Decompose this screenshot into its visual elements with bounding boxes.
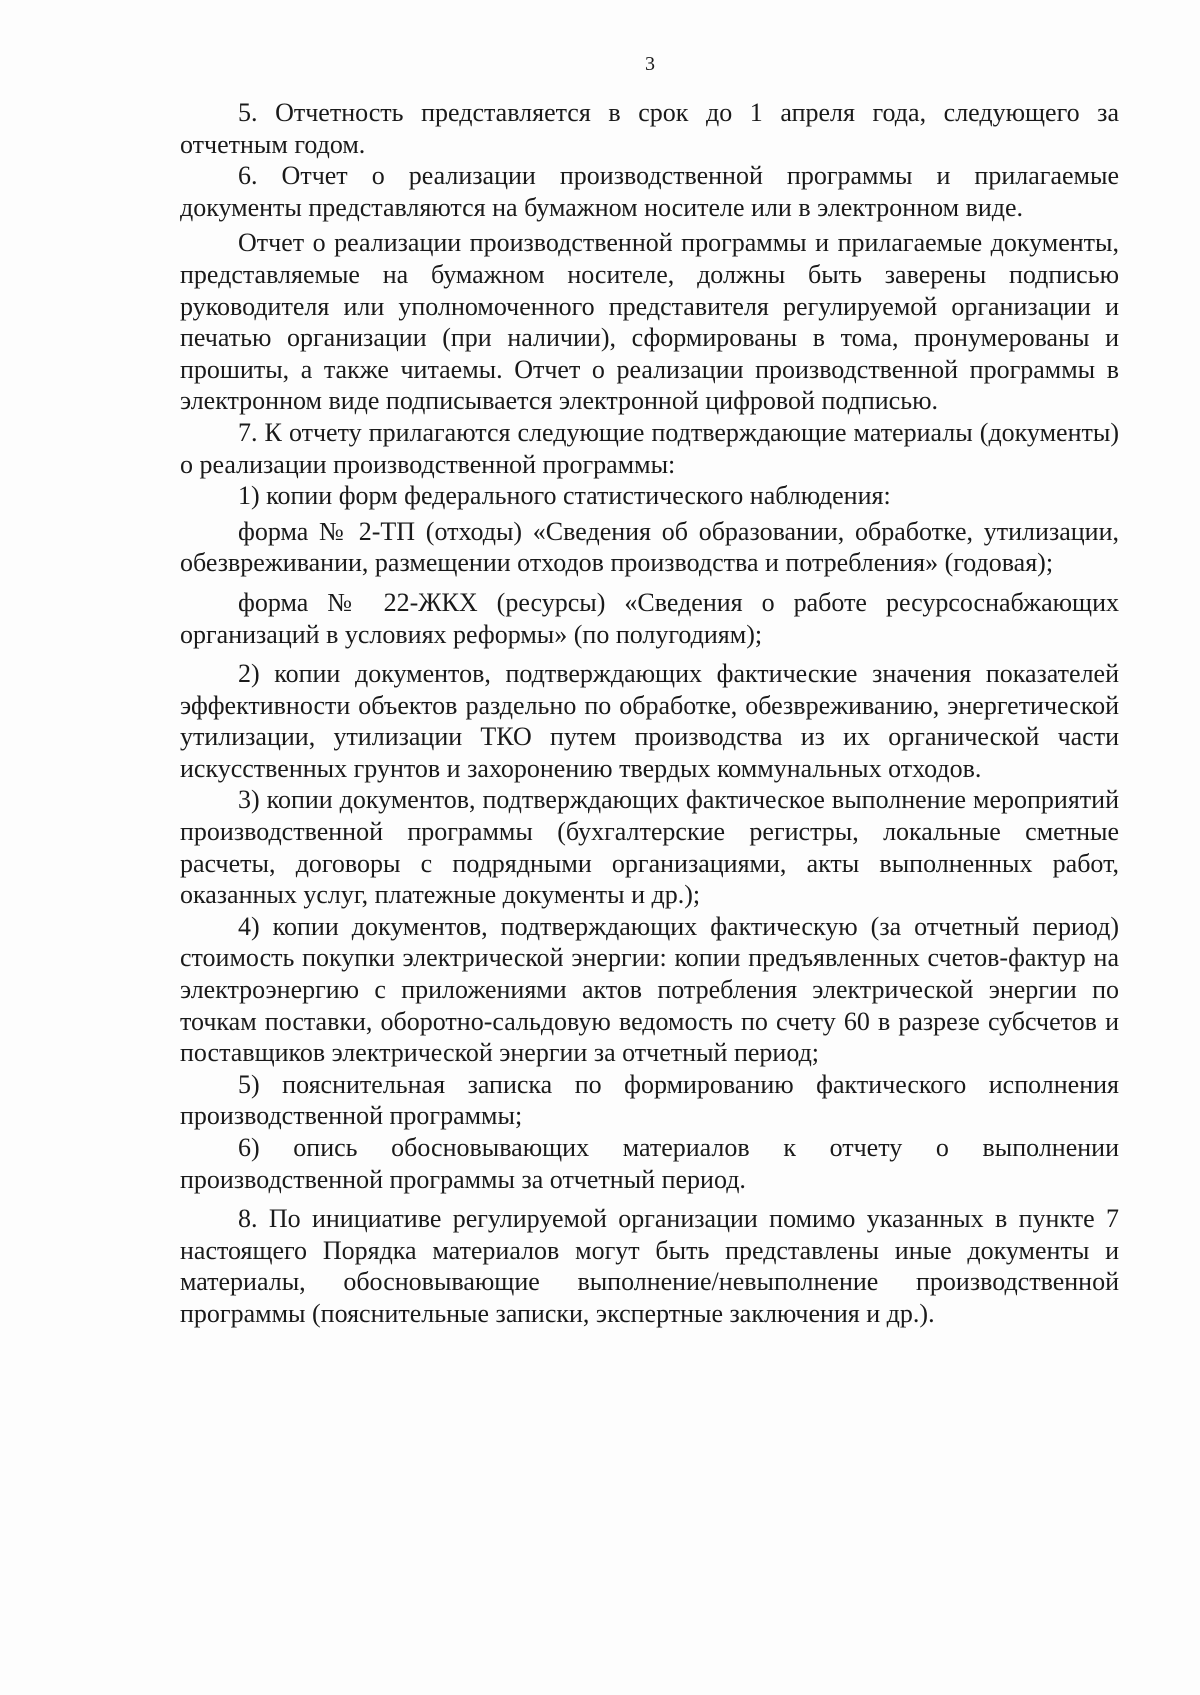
page-number: 3 [645,53,655,75]
paragraph-item-5: 5. Отчетность представляется в срок до 1 апреля года, следующего за отчетным годом. [180,98,1119,159]
paragraph-subitem-2: 2) копии документов, подтверждающих фактические значения показателей эффективности объектов раздельно по обработке, обезвреживанию, энергетической утилизации, утилизации ТКО путем производства из их органической части искусственных грунтов и захоронению твердых коммунальных отходов. [180,659,1119,783]
paragraph-subitem-3: 3) копии документов, подтверждающих фактическое выполнение мероприятий производственной программы (бухгалтерские регистры, локальные сметные расчеты, договоры с подрядными организациями, акты выполненных работ, оказанных услуг, платежные документы и др.); [180,785,1119,910]
document-body [180,97,1119,1330]
paragraph-item-7: 7. К отчету прилагаются следующие подтверждающие материалы (документы) о реализации производственной программы: [180,417,1119,479]
paragraph-subitem-5: 5) пояснительная записка по формированию фактического исполнения производственной программы; [180,1069,1119,1131]
paragraph-subitem-4: 4) копии документов, подтверждающих фактическую (за отчетный период) стоимость покупки электрической энергии: копии предъявленных счетов-фактур на электроэнергию с приложениями актов потребления электрической энергии по точкам поставки, оборотно-сальдовую ведомость по счету 60 в разрезе субсчетов и поставщиков электрической энергии за отчетный период; [180,911,1119,1068]
paragraph-item-8: 8. По инициативе регулируемой организации помимо указанных в пункте 7 настоящего Порядка материалов могут быть представлены иные документы и материалы, обосновывающие выполнение/невыполнение производственной программы (пояснительные записки, экспертные заключения и др.). [180,1204,1119,1328]
paragraph-form-2tp: форма № 2-ТП (отходы) «Сведения об образовании, обработке, утилизации, обезвреживании, размещении отходов производства и потребления» (годовая); [180,516,1119,578]
paragraph-form-22zhkh: форма № 22-ЖКХ (ресурсы) «Сведения о работе ресурсоснабжающих организаций в условиях реформы» (по полугодиям); [180,587,1119,649]
paragraph-subitem-1: 1) копии форм федерального статистического наблюдения: [238,481,891,511]
paragraph-subitem-6: 6) опись обосновывающих материалов к отчету о выполнении производственной программы за отчетный период. [180,1133,1119,1194]
paragraph-item-6: 6. Отчет о реализации производственной программы и прилагаемые документы представляются на бумажном носителе или в электронном виде. [180,161,1119,222]
paragraph-report-certification: Отчет о реализации производственной программы и прилагаемые документы, представляемые на бумажном носителе, должны быть заверены подписью руководителя или уполномоченного представителя регулируемой организации и печатью организации (при наличии), сформированы в тома, пронумерованы и прошиты, а также читаемы. Отчет о реализации производственной программы в электронном виде подписывается электронной цифровой подписью. [180,228,1119,416]
